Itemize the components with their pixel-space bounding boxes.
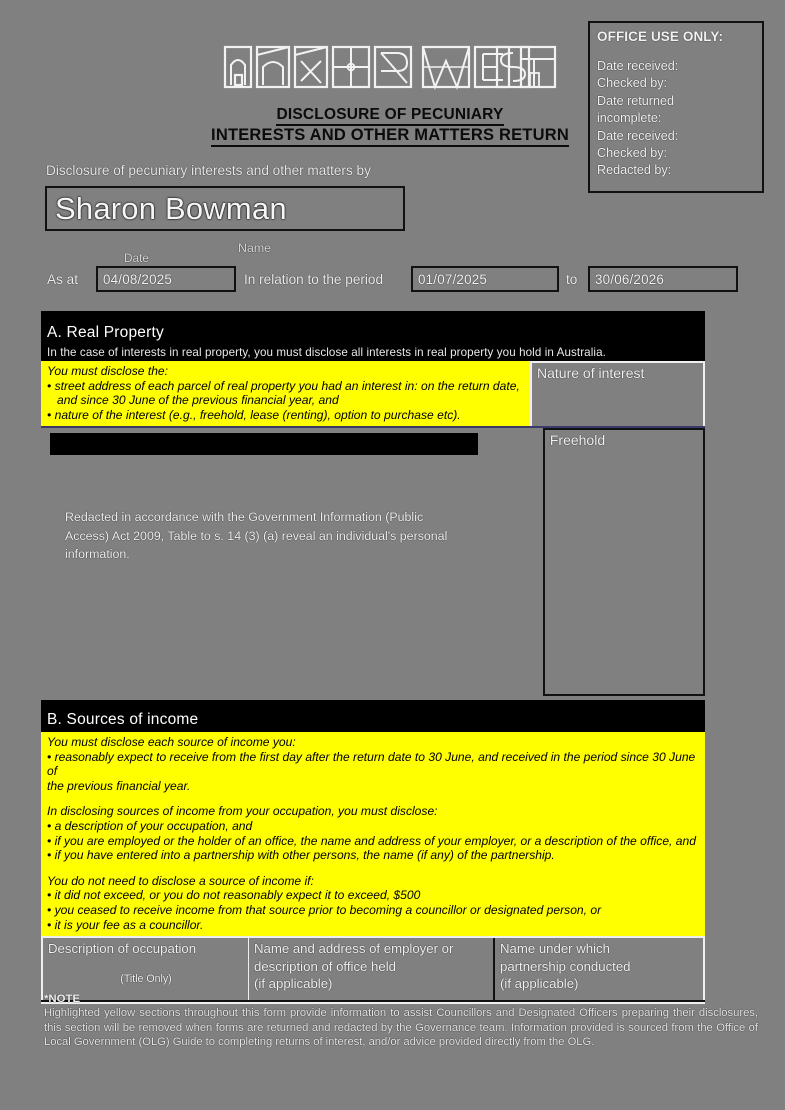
section-a-guidance [41,361,530,426]
section-a-bullet-2: • nature of the interest (e.g., freehold, lease (renting), option to purchase etc). [47,407,461,422]
column-1-line-1: Description of occupation [48,941,197,957]
section-b-guidance [41,732,705,936]
nature-of-interest-header: Nature of interest [530,361,705,426]
column-3-line-3: (if applicable) [500,976,579,992]
period-to-label: to [566,272,578,287]
column-3-line-1: Name under which [500,941,610,957]
section-b-top-bar [41,700,705,709]
column-3-line-2: partnership conducted [500,958,631,974]
office-use-line-6: Redacted by: [597,163,672,178]
period-to-field[interactable] [588,266,738,292]
section-a-top-bar [41,311,705,322]
form-title [150,105,630,147]
office-use-line-5: Checked by: [597,146,668,161]
nature-of-interest-value-cell[interactable] [543,428,705,696]
name-field[interactable] [45,186,405,231]
section-b-guidance-p10: • you ceased to receive income from that source prior to becoming a councillor or designated person, or [47,902,602,917]
section-a-real-property [41,311,705,696]
office-use-heading: OFFICE USE ONLY: [597,29,724,44]
column-partnership-name[interactable] [495,938,705,1000]
section-b-guidance-p2: • reasonably expect to receive from the first day after the return date to 30 June, and received in the period since 30 June of [47,749,696,779]
as-at-label: As at [47,272,78,287]
section-a-bullet-1-cont: and since 30 June of the previous financial year, and [57,393,339,408]
section-a-heading: A. Real Property [41,322,705,345]
property-address-cell [41,428,492,696]
as-at-date-field[interactable] [96,266,236,292]
form-title-line1: DISCLOSURE OF PECUNIARY [276,105,503,126]
section-b-column-headers [41,936,705,1000]
section-b-guidance-p3: the previous financial year. [47,778,191,793]
office-use-line-4: Date received: [597,128,679,143]
nature-of-interest-value: Freehold [549,432,606,449]
name-label: Name [238,241,272,255]
column-2-line-1: Name and address of employer or [254,941,454,957]
footer-note-body: Highlighted yellow sections throughout this form provide information to assist Councillors and Designated Officers preparing their disclosures, this section will be removed when forms are returned and redacted by the Governance team. Information provided is sourced from the Office of Local Government (OLG) Guide to completing returns of interest, and/or advice provided directly from the OLG. [44,1007,758,1049]
section-b-guidance-p6: • if you are employed or the holder of an office, the name and address of your employer, or a description of the office, and [47,833,696,848]
footer-note [44,993,758,1050]
column-1-line-2: (Title Only) [120,972,172,985]
column-description-of-occupation[interactable] [41,938,249,1000]
form-title-line2: INTERESTS AND OTHER MATTERS RETURN [211,126,569,147]
section-a-subheading: In the case of interests in real property, you must disclose all interests in real property you hold in Australia. [41,345,705,361]
column-2-line-3: (if applicable) [254,976,333,992]
footer-note-heading: *NOTE [44,993,81,1005]
office-use-line-1: Checked by: [597,76,668,91]
section-a-guidance-row [41,361,705,426]
section-a-bullet-1: • street address of each parcel of real property you had an interest in: on the return date, [47,378,520,393]
inner-west-logo [218,38,563,96]
section-b-guidance-gap-2 [47,863,699,874]
section-a-guidance-intro: You must disclose the: [47,364,169,378]
office-use-line-0: Date received: [597,59,679,73]
section-b-guidance-p8: You do not need to disclose a source of income if: [47,873,314,888]
section-b-guidance-p7: • if you have entered into a partnership with other persons, the name (if any) of the partnership. [47,848,555,863]
section-b-guidance-p4: In disclosing sources of income from your occupation, you must disclose: [47,804,438,819]
column-employer-name-address[interactable] [249,938,495,1000]
section-b-sources-of-income [41,700,705,1004]
date-label: Date [124,251,149,265]
period-to-value: 30/06/2026 [595,271,665,287]
section-b-guidance-gap-1 [47,793,699,804]
section-a-spacer [492,428,543,696]
section-b-guidance-p11: • it is your fee as a councillor. [47,917,204,932]
section-b-guidance-p9: • it did not exceed, or you do not reasonably expect it to exceed, $500 [47,888,421,903]
name-value: Sharon Bowman [55,190,287,226]
section-b-heading: B. Sources of income [41,709,705,732]
section-b-guidance-p5: • a description of your occupation, and [47,818,253,833]
disclosure-intro: Disclosure of pecuniary interests and other matters by [46,163,371,178]
office-use-line-2: Date returned [597,93,675,108]
period-from-field[interactable] [411,266,559,292]
redaction-bar [50,433,478,455]
office-use-box [588,21,764,193]
period-from-value: 01/07/2025 [418,271,488,287]
redaction-note: Redacted in accordance with the Government Information (Public Access) Act 2009, Table to s. 14 (3) (a) reveal an individual's personal information. [65,510,448,562]
period-label: In relation to the period [244,272,384,287]
column-2-line-2: description of office held [254,958,396,974]
office-use-line-3: incomplete: [597,111,662,126]
section-b-guidance-p1: You must disclose each source of income you: [47,735,296,749]
section-a-entry-row [41,426,705,696]
as-at-date-value: 04/08/2025 [103,271,173,287]
